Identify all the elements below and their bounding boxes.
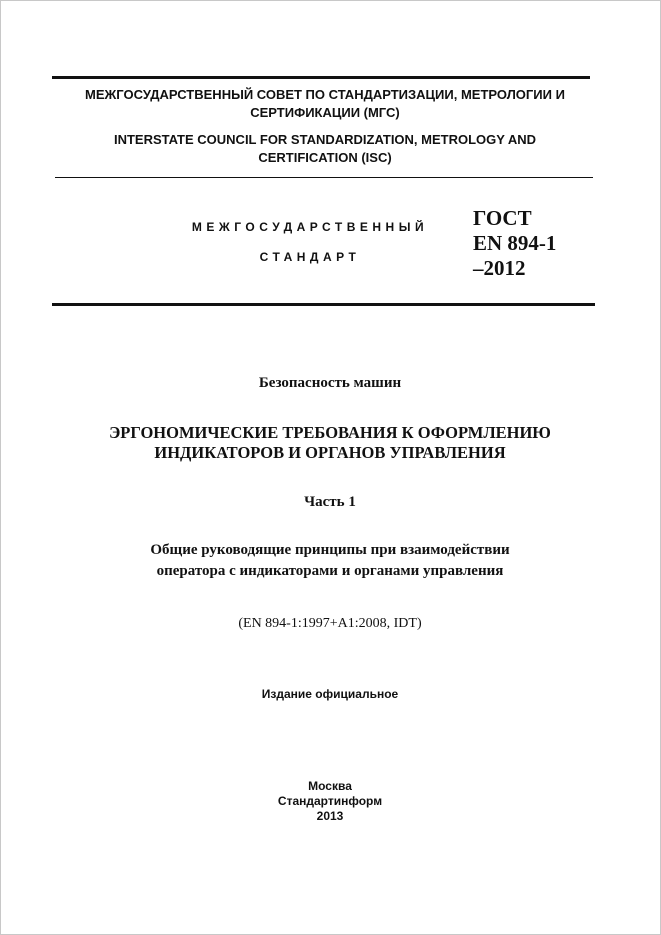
sub-title-line2: оператора с индикаторами и органами управления (156, 563, 504, 579)
council-ru-line1: МЕЖГОСУДАРСТВЕННЫЙ СОВЕТ ПО СТАНДАРТИЗАЦИИ, МЕТРОЛОГИИ И (85, 87, 565, 102)
standard-word-2: СТАНДАРТ (259, 250, 361, 264)
imprint (40, 779, 620, 824)
sub-title (40, 540, 620, 582)
imprint-city: Москва (308, 779, 352, 793)
gost-designation (473, 206, 593, 281)
part-title: Часть 1 (304, 494, 356, 510)
edition: Издание официальное (261, 687, 399, 701)
council-en (70, 131, 580, 167)
council-en-line1: INTERSTATE COUNCIL FOR STANDARDIZATION, METROLOGY AND (113, 132, 536, 147)
imprint-year: 2013 (316, 809, 344, 823)
gost-number: EN 894-1 (473, 231, 557, 255)
council-en-line2: CERTIFICATION (ISC) (258, 150, 392, 165)
council-rule (55, 177, 593, 178)
subject-title: Безопасность машин (258, 375, 402, 391)
main-title-line2: ИНДИКАТОРОВ И ОРГАНОВ УПРАВЛЕНИЯ (154, 443, 506, 462)
gost-year: –2012 (473, 256, 526, 280)
council-ru (70, 86, 580, 122)
reference: (EN 894-1:1997+A1:2008, IDT) (238, 616, 422, 631)
gost-label: ГОСТ (473, 206, 532, 230)
main-title (40, 423, 620, 463)
standard-rule (52, 303, 595, 306)
imprint-publisher: Стандартинформ (277, 794, 383, 808)
sub-title-line1: Общие руководящие принципы при взаимодействии (150, 542, 510, 558)
top-rule (52, 76, 590, 79)
main-title-line1: ЭРГОНОМИЧЕСКИЕ ТРЕБОВАНИЯ К ОФОРМЛЕНИЮ (109, 423, 551, 442)
standard-word-1: МЕЖГОСУДАРСТВЕННЫЙ (191, 220, 429, 234)
council-ru-line2: СЕРТИФИКАЦИИ (МГС) (250, 105, 400, 120)
